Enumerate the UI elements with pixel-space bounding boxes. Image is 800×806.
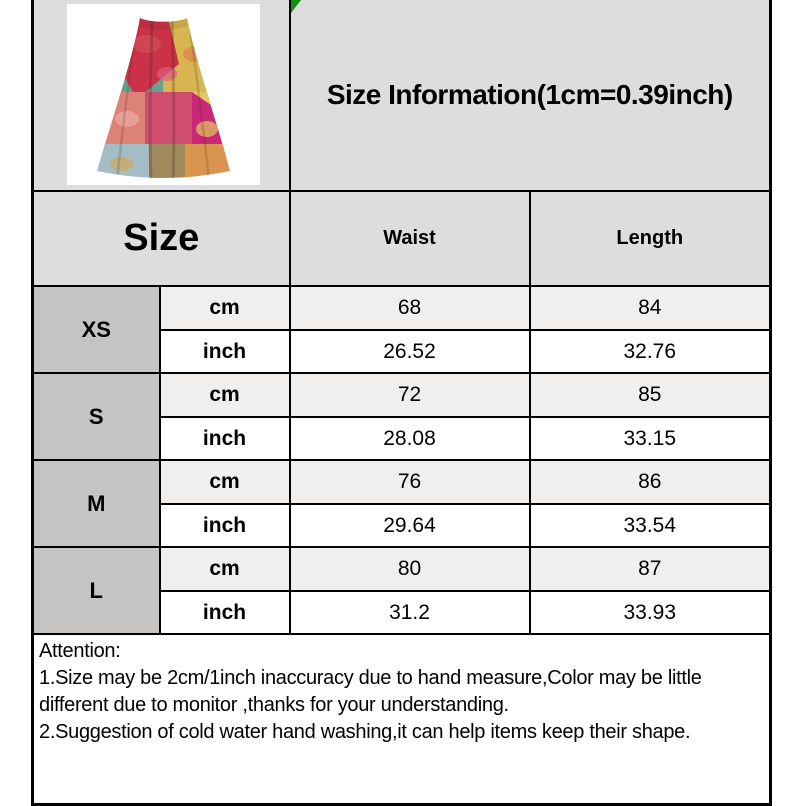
attention-heading: Attention: [39, 640, 121, 662]
l-inch-length: 33.93 [530, 591, 771, 634]
s-cm-length: 85 [530, 373, 771, 417]
s-inch-waist: 28.08 [290, 417, 530, 460]
size-label-m: M [33, 460, 160, 547]
l-cm-waist: 80 [290, 547, 530, 591]
xs-inch-waist: 26.52 [290, 330, 530, 373]
xs-inch-length: 32.76 [530, 330, 771, 373]
l-cm-length: 87 [530, 547, 771, 591]
header-length: Length [530, 191, 771, 286]
size-label-xs: XS [33, 286, 160, 373]
unit-inch: inch [160, 591, 290, 634]
s-cm-waist: 72 [290, 373, 530, 417]
m-cm-length: 86 [530, 460, 771, 504]
size-label-s: S [33, 373, 160, 460]
unit-cm: cm [160, 286, 290, 330]
unit-cm: cm [160, 373, 290, 417]
attention-line-3: 2.Suggestion of cold water hand washing,it can help items keep their shape. [39, 721, 691, 743]
unit-cm: cm [160, 547, 290, 591]
product-photo [67, 4, 260, 185]
unit-cm: cm [160, 460, 290, 504]
product-photo-cell [33, 0, 290, 191]
title-cell [290, 0, 771, 191]
m-cm-waist: 76 [290, 460, 530, 504]
page-title: Size Information(1cm=0.39inch) [326, 79, 733, 110]
size-table [31, 0, 772, 806]
unit-inch: inch [160, 417, 290, 460]
size-label-l: L [33, 547, 160, 634]
l-inch-waist: 31.2 [290, 591, 530, 634]
m-inch-waist: 29.64 [290, 504, 530, 547]
xs-cm-waist: 68 [290, 286, 530, 330]
s-inch-length: 33.15 [530, 417, 771, 460]
xs-cm-length: 84 [530, 286, 771, 330]
unit-inch: inch [160, 504, 290, 547]
unit-inch: inch [160, 330, 290, 373]
header-waist: Waist [290, 191, 530, 286]
excel-corner-marker-icon [291, 0, 301, 13]
attention-note [33, 634, 771, 805]
m-inch-length: 33.54 [530, 504, 771, 547]
attention-line-1: 1.Size may be 2cm/1inch inaccuracy due to hand measure,Color may be little [39, 667, 702, 689]
skirt-illustration [67, 4, 260, 185]
attention-line-2: different due to monitor ,thanks for your understanding. [39, 694, 509, 716]
header-size: Size [33, 191, 290, 286]
size-chart-sheet [31, 0, 769, 806]
